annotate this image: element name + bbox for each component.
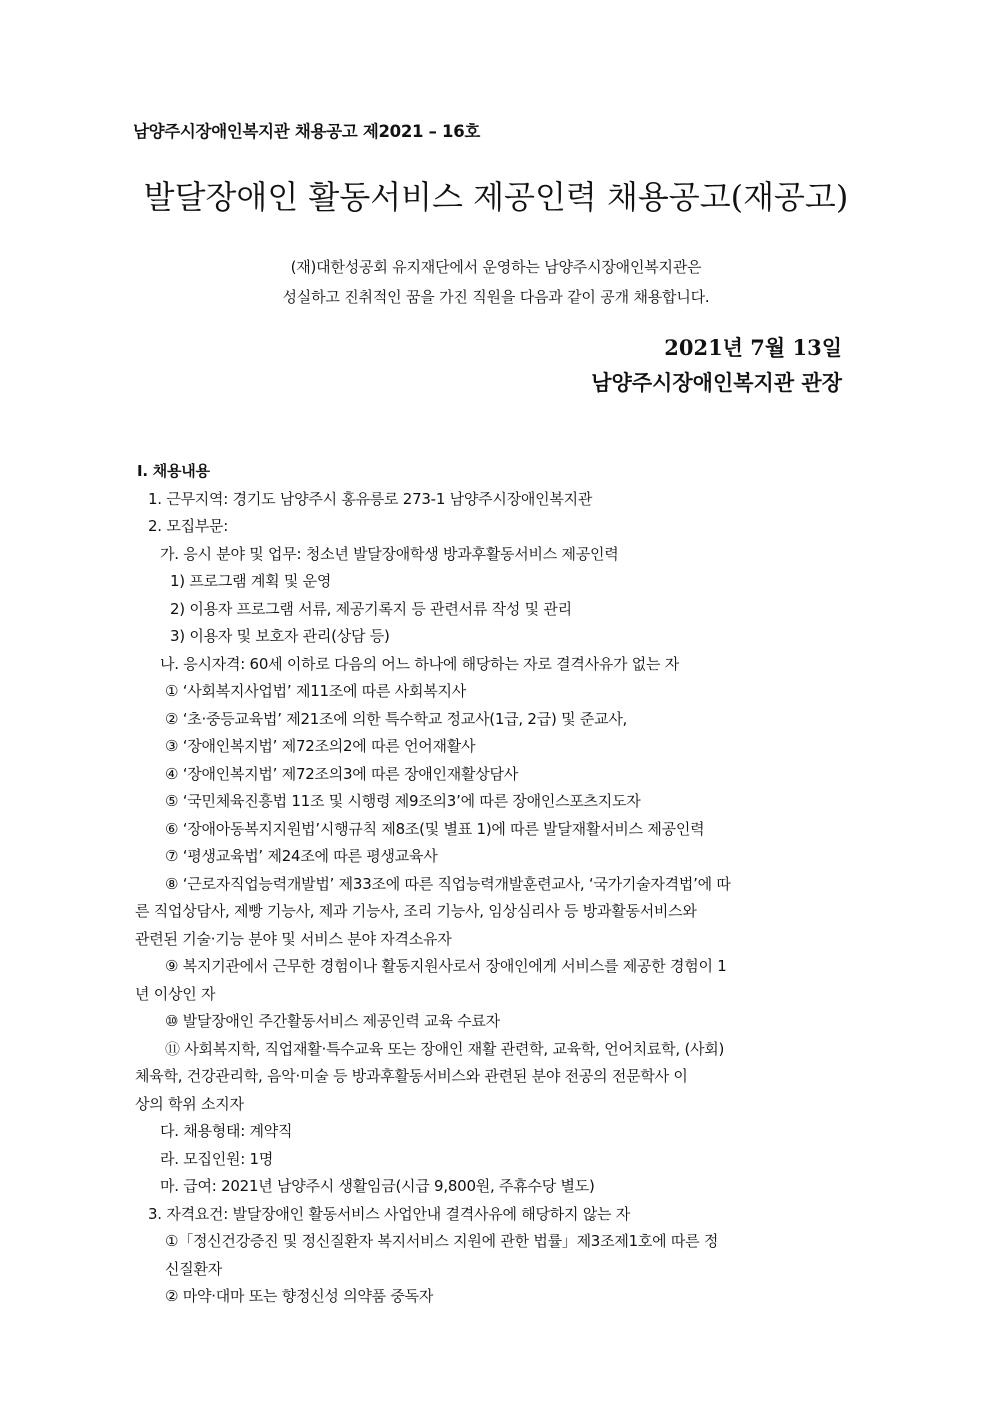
qualification-intro: 나. 응시자격: 60세 이하로 다음의 어느 하나에 해당하는 자로 결격사유가 없는 자 [160, 654, 680, 673]
field-and-duty: 가. 응시 분야 및 업무: 청소년 발달장애학생 방과후활동서비스 제공인력 [160, 544, 619, 563]
intro-paragraph [0, 252, 992, 312]
section-heading: Ⅰ. 채용내용 [137, 462, 210, 480]
disqualification-item-2: ② 마약·대마 또는 향정신성 의약품 중독자 [165, 1287, 434, 1305]
qualification-item: ④ ‘장애인복지법’ 제72조의3에 따른 장애인재활상담사 [165, 764, 518, 783]
qualification-item: ① ‘사회복지사업법’ 제11조에 따른 사회복지사 [165, 682, 466, 700]
duty-item: 1) 프로그램 계획 및 운영 [170, 572, 332, 590]
qualification-item-10: ⑩ 발달장애인 주간활동서비스 제공인력 교육 수료자 [165, 1012, 500, 1030]
qualification-item: ⑦ ‘평생교육법’ 제24조에 따른 평생교육사 [165, 847, 438, 865]
headcount: 라. 모집인원: 1명 [160, 1149, 274, 1168]
disqualification-intro: 3. 자격요건: 발달장애인 활동서비스 사업안내 결격사유에 해당하지 않는 자 [148, 1204, 630, 1223]
work-location: 1. 근무지역: 경기도 남양주시 홍유릉로 273-1 남양주시장애인복지관 [148, 489, 593, 508]
qualification-item-9-cont: 년 이상인 자 [135, 984, 216, 1003]
page-title: 발달장애인 활동서비스 제공인력 채용공고(재공고) [143, 178, 849, 216]
disqualification-item-1-cont: 신질환자 [165, 1259, 222, 1278]
qualification-item-11-cont: 상의 학위 소지자 [135, 1094, 244, 1113]
qualification-item: ⑥ ‘장애아동복지지원법’시행규칙 제8조(및 별표 1)에 따른 발달재활서비스 제공인력 [165, 819, 705, 838]
notice-number: 남양주시장애인복지관 채용공고 제2021 – 16호 [133, 122, 481, 141]
employment-type: 다. 채용형태: 계약직 [160, 1122, 293, 1140]
qualification-item-8-cont: 관련된 기술·기능 분야 및 서비스 분야 자격소유자 [135, 929, 452, 948]
notice-date: 2021년 7월 13일 [664, 335, 842, 360]
qualification-item-11-cont: 체육학, 건강관리학, 음악·미술 등 방과후활동서비스와 관련된 분야 전공의 전문학사 이 [135, 1067, 688, 1085]
signer: 남양주시장애인복지관 관장 [591, 370, 842, 395]
intro-line: (재)대한성공회 유지재단에서 운영하는 남양주시장애인복지관은 [290, 258, 702, 276]
qualification-item-9: ⑨ 복지기관에서 근무한 경험이나 활동지원사로서 장애인에게 서비스를 제공한 경험이 1 [165, 957, 727, 975]
duty-item: 2) 이용자 프로그램 서류, 제공기록지 등 관련서류 작성 및 관리 [170, 599, 572, 618]
salary: 마. 급여: 2021년 남양주시 생활임금(시급 9,800원, 주휴수당 별도) [160, 1177, 595, 1195]
notice-body [135, 458, 859, 1311]
disqualification-item-1: ①「정신건강증진 및 정신질환자 복지서비스 지원에 관한 법률」제3조제1호에 따른 정 [165, 1232, 719, 1250]
intro-line: 성실하고 진취적인 꿈을 가진 직원을 다음과 같이 공개 채용합니다. [282, 288, 710, 306]
duty-item: 3) 이용자 및 보호자 관리(상담 등) [170, 627, 390, 645]
recruit-division: 2. 모집부문: [148, 517, 229, 535]
qualification-item: ⑤ ‘국민체육진흥법 11조 및 시행령 제9조의3’에 따른 장애인스포츠지도자 [165, 792, 641, 810]
qualification-item: ③ ‘장애인복지법’ 제72조의2에 따른 언어재활사 [165, 737, 476, 755]
qualification-item-8: ⑧ ‘근로자직업능력개발법’ 제33조에 따른 직업능력개발훈련교사, ‘국가기술자격법’에 따 [165, 874, 731, 893]
qualification-item: ② ‘초·중등교육법’ 제21조에 의한 특수학교 정교사(1급, 2급) 및 준교사, [165, 709, 628, 728]
qualification-item-11: ⑪ 사회복지학, 직업재활·특수교육 또는 장애인 재활 관련학, 교육학, 언어치료학, (사회) [165, 1039, 725, 1058]
qualification-item-8-cont: 른 직업상담사, 제빵 기능사, 제과 기능사, 조리 기능사, 임상심리사 등 방과활동서비스와 [135, 902, 697, 920]
